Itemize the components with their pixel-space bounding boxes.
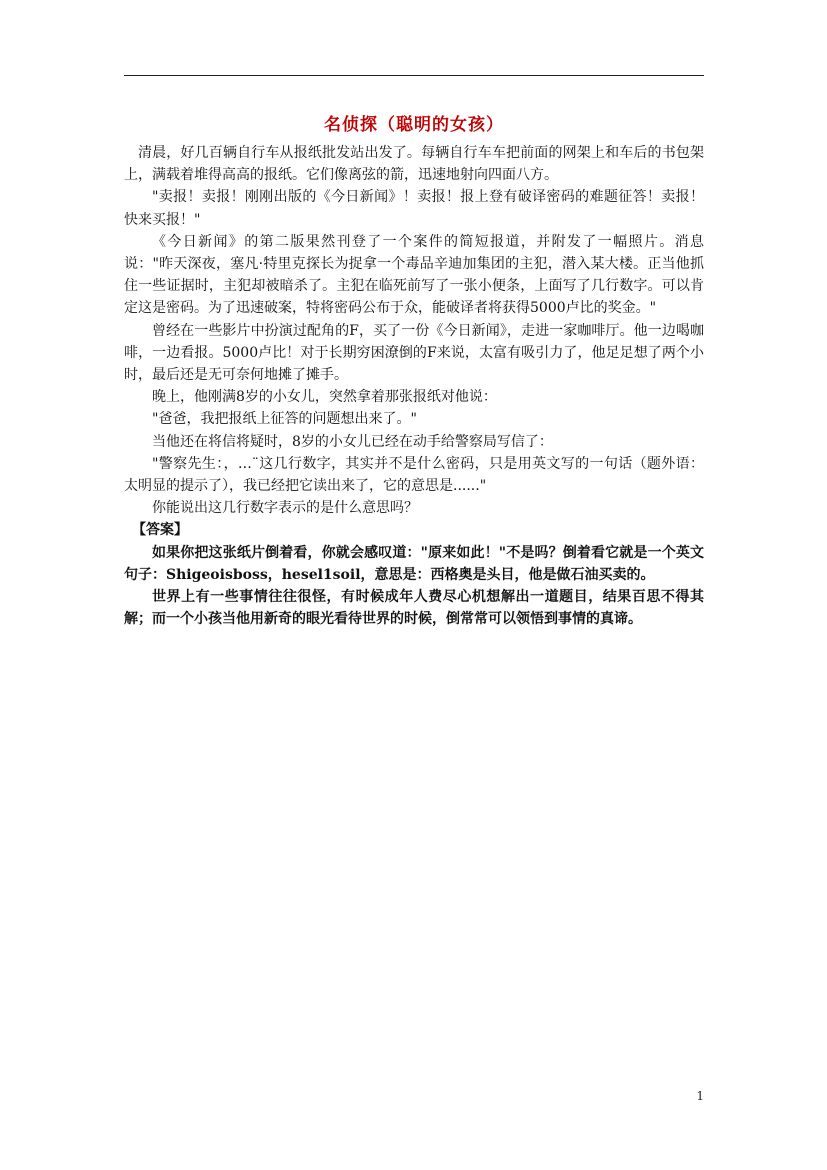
- paragraph: 你能说出这几行数字表示的是什么意思吗？: [152, 500, 418, 517]
- paragraph: "卖报！卖报！刚刚出版的《今日新闻》！卖报！报上登有破译密码的难题征答！卖报！快来买报！": [124, 189, 704, 228]
- paragraph: 当他还在将信将疑时，8岁的小女儿已经在动手给警察局写信了：: [152, 433, 553, 450]
- paragraph: 清晨，好几百辆自行车从报纸批发站出发了。每辆自行车车把前面的网架上和车后的书包架上，满载着堆得高高的报纸。它们像离弦的箭，迅速地射向四面八方。: [124, 145, 704, 184]
- header-rule: [124, 75, 704, 76]
- paragraph: 晚上，他刚满8岁的小女儿，突然拿着那张报纸对他说：: [152, 389, 497, 406]
- paragraph: "警察先生：，…¨这几行数字，其实并不是什么密码，只是用英文写的一句话（题外语：太明显的提示了），我已经把它读出来了，它的意思是......": [124, 455, 704, 495]
- paragraph: "爸爸，我把报纸上征答的问题想出来了。": [152, 411, 417, 428]
- paragraph: 《今日新闻》的第二版果然刊登了一个案件的简短报道，并附发了一幅照片。消息说："昨天深夜，塞凡·特里克探长为捉拿一个毒品辛迪加集团的主犯，潜入某大楼。正当他抓住一些证据时，主犯却被暗杀了。主犯在临死前写了一张小便条，上面写了几行数字。可以肯定这是密码。为了迅速破案，特将密码公布于众，能破译者将获得5000卢比的奖金。": [124, 233, 704, 317]
- answer-paragraph: 如果你把这张纸片倒着看，你就会感叹道："原来如此！"不是吗？倒着看它就是一个英文句子：Shigeoisboss，hesel1soil，意思是：西格奥是头目，他是做石油买卖的。: [124, 544, 704, 583]
- answer-label: 【答案】: [132, 522, 188, 539]
- paragraph: 曾经在一些影片中扮演过配角的F，买了一份《今日新闻》，走进一家咖啡厅。他一边喝咖啡，一边看报。5000卢比！对于长期穷困潦倒的F来说，太富有吸引力了，他足足想了两个小时，最后还是无可奈何地摊了摊手。: [124, 322, 704, 384]
- document-body: [124, 142, 704, 630]
- page-title: 名侦探（聪明的女孩）: [324, 115, 504, 135]
- answer-paragraph: 世界上有一些事情往往很怪，有时候成年人费尽心机想解出一道题目，结果百思不得其解；而一个小孩当他用新奇的眼光看待世界的时候，倒常常可以领悟到事情的真谛。: [124, 589, 704, 628]
- page-number: 1: [696, 1089, 704, 1103]
